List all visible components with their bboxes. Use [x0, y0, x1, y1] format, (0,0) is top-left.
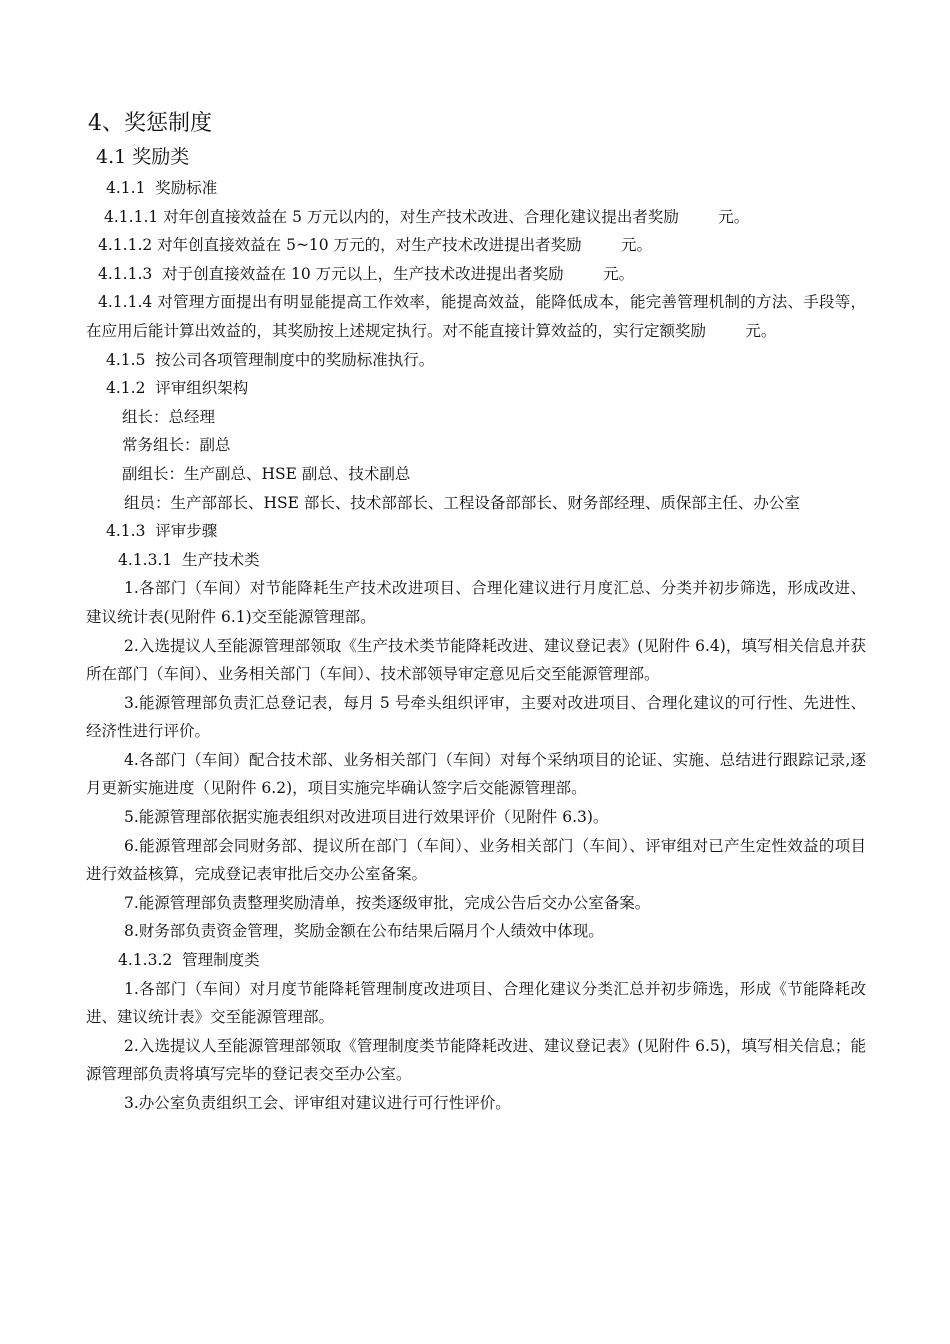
production-step-5: 5.能源管理部依据实施表组织对改进项目进行效果评价（见附件 6.3)。 [124, 808, 609, 827]
production-step-7: 7.能源管理部负责整理奖励清单，按类逐级审批，完成公告后交办公室备案。 [124, 893, 651, 912]
paragraph-reward-4: 4.1.1.4 对管理方面提出有明显能提高工作效率，能提高效益，能降低成本，能完善管理机制的方法、手段等，在应用后能计算出效益的，其奖励按上述规定执行。对不能直接计算效益的，实行定额奖励 元。 [86, 293, 866, 340]
production-step-6: 6.能源管理部会同财务部、提议所在部门（车间）、业务相关部门（车间）、评审组对已产生定性效益的项目进行效益核算，完成登记表审批后交办公室备案。 [86, 836, 866, 884]
document-body [86, 108, 866, 1118]
subsection-title: 4.1 奖励类 [96, 146, 190, 168]
paragraph-reward-2: 4.1.1.2 对年创直接效益在 5~10 万元的，对生产技术改进提出者奖励 元。 [98, 236, 652, 255]
management-step-1: 1.各部门（车间）对月度节能降耗管理制度改进项目、合理化建议分类汇总并初步筛选，形成《节能降耗改进、建议统计表》交至能源管理部。 [86, 979, 866, 1027]
management-step-3: 3.办公室负责组织工会、评审组对建议进行可行性评价。 [124, 1094, 511, 1112]
paragraph-reward-1: 4.1.1.1 对年创直接效益在 5 万元以内的，对生产技术改进、合理化建议提出者奖励 元。 [104, 207, 750, 226]
heading-production-technology: 4.1.3.1 生产技术类 [118, 550, 260, 569]
production-step-1: 1.各部门（车间）对节能降耗生产技术改进项目、合理化建议进行月度汇总、分类并初步筛选，形成改进、建议统计表(见附件 6.1)交至能源管理部。 [86, 579, 866, 626]
production-step-2: 2.入选提议人至能源管理部领取《生产技术类节能降耗改进、建议登记表》(见附件 6.4)，填写相关信息并获所在部门（车间）、业务相关部门（车间）、技术部领导审定意见后交至能源管理部。 [86, 636, 866, 684]
heading-review-steps: 4.1.3 评审步骤 [106, 522, 218, 541]
production-step-4: 4.各部门（车间）配合技术部、业务相关部门（车间）对每个采纳项目的论证、实施、总结进行跟踪记录,逐月更新实施进度（见附件 6.2)，项目实施完毕确认签字后交能源管理部。 [86, 750, 866, 798]
production-step-8: 8.财务部负责资金管理，奖励金额在公布结果后隔月个人绩效中体现。 [124, 922, 604, 941]
heading-management-system: 4.1.3.2 管理制度类 [118, 951, 260, 970]
paragraph-reward-5: 4.1.5 按公司各项管理制度中的奖励标准执行。 [106, 350, 435, 369]
section-title: 4、奖惩制度 [88, 111, 212, 136]
deputy-leader: 副组长：生产副总、HSE 副总、技术副总 [122, 464, 411, 483]
team-members: 组员：生产部部长、HSE 部长、技术部部长、工程设备部部长、财务部经理、质保部主任、办公室 [124, 493, 800, 512]
management-step-2: 2.入选提议人至能源管理部领取《管理制度类节能降耗改进、建议登记表》(见附件 6.5)，填写相关信息；能源管理部负责将填写完毕的登记表交至办公室。 [86, 1036, 866, 1084]
team-leader: 组长：总经理 [122, 407, 216, 426]
paragraph-reward-3: 4.1.1.3 对于创直接效益在 10 万元以上，生产技术改进提出者奖励 元。 [98, 264, 635, 283]
heading-reward-standard: 4.1.1 奖励标准 [106, 179, 218, 197]
executive-leader: 常务组长：副总 [122, 436, 231, 455]
heading-review-organization: 4.1.2 评审组织架构 [106, 379, 249, 398]
production-step-3: 3.能源管理部负责汇总登记表，每月 5 号牵头组织评审，主要对改进项目、合理化建议的可行性、先进性、经济性进行评价。 [86, 693, 866, 741]
